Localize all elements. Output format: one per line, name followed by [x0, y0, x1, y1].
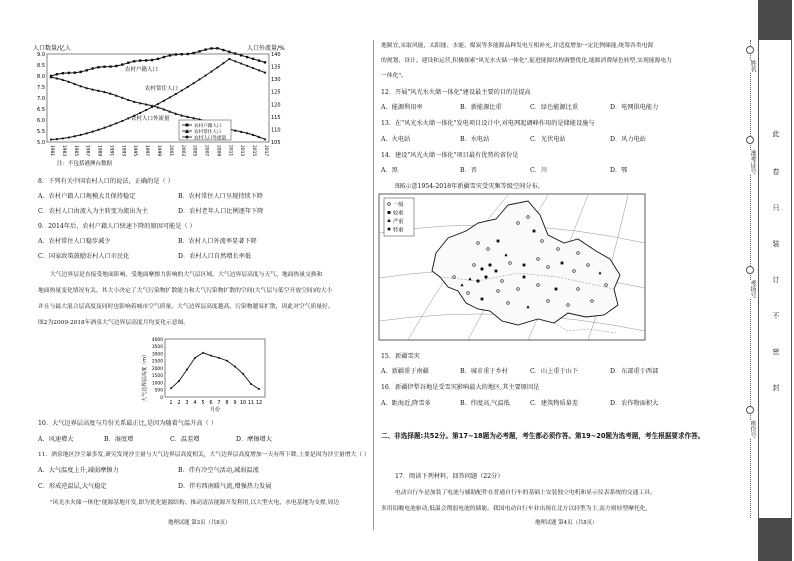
chart2-y-tick: 2000 [151, 366, 163, 372]
chart1-right-tick: 130 [271, 77, 281, 84]
chart2-x-tick: 6 [209, 400, 213, 406]
chart1-left-tick: 7.0 [37, 96, 45, 102]
huji-point [258, 59, 260, 61]
question-17: 17．阅读下列材料，回答问题（22分） [395, 473, 504, 480]
boundary-layer-point [178, 380, 180, 382]
chart1-left-tick: 5.5 [37, 129, 45, 135]
chart1-left-ticks [37, 52, 45, 146]
chart2-x-tick: 1 [169, 400, 173, 406]
candidate-field-label: 座位号 [746, 420, 756, 438]
chart1-right-tick: 110 [271, 127, 281, 134]
huji-point [234, 52, 236, 54]
chart1-x-tick: 1983 [60, 145, 66, 157]
binding-hole [746, 46, 754, 54]
q8-option-a[interactable]: A．农村户籍人口规模大且保持稳定 [38, 193, 136, 200]
chart1-x-tick: 1987 [84, 145, 90, 157]
chart1-x-tick: 2015 [251, 145, 257, 157]
huji-point [169, 54, 171, 56]
q10-option-c[interactable]: C．温差增 [170, 436, 200, 443]
boundary-layer-line [171, 353, 259, 389]
figure-6-caption: 图6示意1954-2018年新疆雪灾受灾频等级空间分布。 [395, 183, 544, 190]
chart2-x-tick: 5 [201, 400, 205, 406]
station-general [577, 252, 580, 255]
station-general [497, 290, 500, 293]
huji-point [187, 53, 189, 55]
station-heavier [561, 262, 564, 265]
waili-point [169, 96, 171, 98]
chart1-x-tick: 1995 [132, 145, 138, 157]
huji-point [145, 59, 147, 61]
chart1-x-tick: 1989 [96, 145, 102, 157]
q12-option-a[interactable]: A．能源利用率 [381, 104, 423, 111]
seal-char: 不 [772, 312, 780, 320]
station-general [467, 292, 470, 295]
waili-point [80, 134, 82, 136]
question-12: 12．开展"风光水火储一体化"建设最主要的目的是提高 [381, 89, 531, 96]
passage-top-l2: 的规划、设计、建设和运营,积极探索"风光水火储一体化",促进能源结构调整优化,能源消费绿色转型,实现能源电力 [381, 58, 672, 64]
chart1-left-tick: 7.5 [37, 85, 45, 91]
huji-point [74, 72, 76, 74]
boundary-layer-point [186, 368, 188, 370]
station-general [473, 264, 476, 267]
q11-option-a[interactable]: A．大气温度上升,减弱摩擦力 [38, 467, 119, 474]
q15-option-b[interactable]: B．城市重于乡村 [460, 368, 508, 375]
label-huji: 农村户籍人口 [125, 67, 159, 73]
chart1-right-tick: 120 [271, 102, 281, 109]
boundary-layer-chart [140, 335, 270, 415]
chart1-right-tick: 125 [271, 89, 281, 96]
q14-option-a[interactable]: A．黑 [381, 167, 398, 174]
legend-heavier: 较重 [393, 210, 404, 217]
station-general [577, 288, 580, 291]
waili-point [74, 135, 76, 137]
q12-option-b[interactable]: B．新能源比重 [460, 104, 502, 111]
column-divider [373, 40, 374, 530]
q16-option-c[interactable]: C．建筑物质量差 [530, 400, 579, 407]
station-general [517, 288, 520, 291]
chart2-y-tick: 3000 [151, 352, 163, 358]
huji-point [127, 62, 129, 64]
chart2-y-tick: 1000 [151, 381, 163, 387]
chart1-left-tick: 8.0 [37, 74, 45, 80]
section-2-heading: 二、非选择题:共52分。第17~18题为必考题，考生都必须作答。第19~20题为选考题，考生根据要求作答。 [381, 432, 705, 440]
waili-point [193, 82, 195, 84]
huji-point [228, 51, 230, 53]
station-extreme [484, 275, 487, 278]
q15-option-a[interactable]: A．新疆重于南疆 [381, 368, 429, 375]
waili-point [264, 72, 266, 74]
chart1-right-tick: 140 [271, 52, 281, 58]
station-general [547, 300, 550, 303]
station-heavier [533, 230, 536, 233]
binding-dotted-line [750, 40, 751, 518]
chart2-x-tick: 4 [193, 400, 197, 406]
q13-option-d[interactable]: D．风力电站 [610, 136, 646, 143]
waili-point [258, 69, 260, 71]
chart1-x-tick: 1999 [156, 145, 161, 157]
chart1-x-tick: 2009 [215, 145, 221, 157]
seal-char: 装 [772, 240, 780, 248]
station-general [557, 248, 560, 251]
station-extreme [480, 267, 483, 270]
station-heavier [523, 276, 526, 279]
huji-point [139, 59, 141, 61]
waili-point [163, 100, 165, 102]
chart1-x-tick: 1981 [49, 145, 54, 157]
boundary-layer-point [218, 357, 220, 359]
chart2-x-tick: 8 [225, 400, 229, 406]
waili-point [109, 125, 111, 127]
huji-point [103, 66, 105, 68]
huji-point [264, 61, 266, 63]
question-16: 16．新疆伊犁谷地是受雪灾影响最大的地区,其主要原因是 [381, 384, 540, 391]
chart1-x-tick: 1991 [108, 145, 114, 157]
waili-point [246, 65, 248, 67]
chart2-y-tick: 500 [154, 388, 163, 394]
passage-energy-base: "风光水火储一体化"能源基地开发,即为优化能源结构、推动清洁能源开发利用,以大型火电、水电基地为支撑,周边 [50, 500, 340, 506]
q9-option-c[interactable]: C．国家政策鼓励农村人口市民化 [38, 253, 130, 260]
binding-hole [746, 266, 754, 274]
waili-point [127, 117, 129, 119]
waili-point [56, 138, 58, 140]
q16-option-d[interactable]: D．农作物面积大 [610, 400, 659, 407]
legend-extreme: 特重 [393, 227, 404, 234]
legend-severe: 严重 [393, 219, 404, 225]
chart1-x-tick: 2011 [227, 145, 233, 157]
chart1-x-tick: 2013 [239, 145, 245, 157]
waili-point [181, 89, 183, 91]
passage-boundary-layer-l1: 大气边界层是直接受地面影响、受地面摩擦力影响的大气层区域。大气边界层高度与天气、地面热量交换和 [50, 272, 323, 278]
waili-point [240, 62, 242, 64]
chart2-y-tick: 0 [160, 395, 163, 401]
waili-point [199, 78, 201, 80]
waili-point [222, 62, 224, 64]
waili-point [139, 112, 141, 114]
waili-point [92, 131, 94, 133]
huji-point [115, 65, 117, 67]
station-general [527, 216, 530, 219]
station-general [605, 284, 608, 287]
waili-point [68, 136, 70, 138]
huji-point [198, 50, 200, 52]
q13-option-c[interactable]: C．光伏电站 [530, 136, 566, 143]
binding-strip-bottom [758, 518, 792, 561]
q10-option-a[interactable]: A．风速增大 [38, 436, 74, 443]
waili-point [175, 93, 177, 95]
boundary-layer-point [250, 383, 252, 385]
waili-point [121, 120, 123, 122]
q12-option-c[interactable]: C．绿色能源比重 [530, 104, 579, 111]
chart1-left-tick: 6.0 [37, 118, 45, 124]
candidate-field-label: 姓名 [746, 60, 756, 72]
chart1-note: 注：不包括港澳台数据 [57, 161, 113, 167]
q12-option-d[interactable]: D．电网供电能力 [610, 104, 659, 111]
xinjiang-snow-disaster-map [378, 193, 648, 343]
question-13: 13．在"风光水火储一体化"发电项目设计中,对电网起调峰作用的是储能设施与 [381, 120, 595, 127]
chart1-left-tick: 5.0 [37, 140, 45, 146]
station-extreme [488, 263, 491, 266]
huji-point [216, 47, 218, 49]
waili-point [228, 58, 230, 60]
question-14: 14．建设"风光火储一体化"项目最有优势的省份是 [381, 152, 519, 159]
station-heavier [481, 298, 484, 301]
binding-hole [746, 136, 754, 144]
q11-option-d[interactable]: D．伴有西南暖气流,增强热力发展 [178, 483, 272, 490]
chart2-x-tick: 10 [239, 400, 247, 406]
chart1-left-tick: 8.5 [37, 63, 45, 69]
page-footer-left: 地理试题 第3页（共8页） [168, 520, 231, 526]
huji-point [252, 58, 254, 60]
waili-point [204, 74, 206, 76]
huji-point [62, 72, 64, 74]
q11-option-b[interactable]: B．伴有冷空气活动,减弱温流 [178, 467, 259, 474]
huji-point [246, 56, 248, 58]
chart2-x-tick: 7 [217, 400, 221, 406]
q11-option-c[interactable]: C．形成逆温层,大气稳定 [38, 483, 107, 490]
q9-option-a[interactable]: A．农村常住人口稳步减少 [38, 238, 111, 245]
station-general [567, 304, 570, 307]
legend-huji: 农村户籍人口 [194, 124, 222, 129]
chart1-left-tick: 6.5 [37, 107, 45, 113]
huji-point [91, 67, 93, 69]
label-waili: 农村人口外流量 [131, 116, 170, 122]
chart1-left-tick: 9.0 [37, 52, 45, 58]
seal-char: 订 [772, 276, 780, 284]
chart1-x-tick: 1997 [144, 145, 150, 157]
q8-option-b[interactable]: B．农村常住人口呈现持续下降 [178, 193, 263, 200]
station-heavier [495, 270, 498, 273]
huji-point [109, 65, 111, 67]
chart1-x-tick: 1993 [120, 145, 126, 157]
map-legend [384, 198, 414, 236]
waili-point [234, 60, 236, 62]
candidate-field-label: 考场号 [746, 280, 756, 298]
question-10: 10．大气边界层高度与月份关系最正比,是因为随着气温升高（ ） [38, 420, 217, 427]
binding-strip-top [758, 0, 792, 40]
boundary-layer-point [234, 366, 236, 368]
q14-option-d[interactable]: D．鄂 [610, 167, 628, 174]
question-15: 15．新疆雪灾 [381, 353, 420, 360]
huji-point [68, 72, 70, 74]
chart1-x-tick: 2003 [179, 145, 185, 157]
station-general [537, 284, 540, 287]
waili-point [145, 109, 147, 111]
q8-option-c[interactable]: C．农村人口由流入为主转变为流出为主 [38, 208, 148, 215]
station-general [591, 300, 594, 303]
station-general [453, 276, 456, 279]
huji-point [163, 56, 165, 58]
label-changzhu: 农村常住人口 [145, 86, 179, 92]
waili-point [62, 137, 64, 139]
q13-option-b[interactable]: B．水电站 [460, 136, 490, 143]
chart2-x-tick: 11 [247, 400, 255, 406]
waili-point [216, 66, 218, 68]
boundary-layer-point [170, 387, 172, 389]
question-8: 8．下列有关中国农村人口的说法，正确的是（ ） [38, 178, 174, 185]
station-heavier [497, 240, 500, 243]
station-general [509, 262, 512, 265]
waili-point [187, 86, 189, 88]
q13-option-a[interactable]: A．火电站 [381, 136, 411, 143]
huji-point [204, 48, 206, 50]
huji-point [97, 66, 99, 68]
chart2-x-tick: 3 [185, 400, 189, 406]
seal-char: 密 [772, 348, 780, 356]
boundary-layer-point [226, 360, 228, 362]
passage-top-l1: 地制宜,采取风能、太阳能、水能、煤炭等多能源品种发电互相补充,并适度增加一定比例储能,统筹各类电源 [381, 43, 654, 49]
chart1-right-tick: 105 [271, 140, 281, 146]
boundary-layer-point [258, 388, 260, 390]
passage-boundary-layer-l3: 并且与最大混合层高度及同时也影响着城市空气质量。大气边界层高度越高，污染物越易扩散，因此对空气质量好。 [38, 304, 334, 310]
waili-point [97, 129, 99, 131]
q17-passage-l2: 多用铅酸电池驱动,低温会削弱电池的储能。我国电动自行车业出现在北方以轻型为主,南方则轻型摩托化, [381, 506, 648, 512]
question-11: 11．酒泉地区沙尘暴多发,研究发现沙尘量与大气边界层高度相关，大气边界层高度增加一天有所下降,上要是因为沙尘量增大（ ） [38, 452, 370, 458]
population-chart [25, 40, 295, 170]
huji-point [210, 47, 212, 49]
q9-option-b[interactable]: B．农村人口外流率显著下降 [178, 238, 257, 245]
station-general [517, 222, 520, 225]
chart1-x-tick: 2001 [167, 145, 173, 157]
boundary-layer-point [242, 373, 244, 375]
boundary-layer-point [194, 357, 196, 359]
waili-point [50, 138, 52, 140]
waili-point [157, 103, 159, 105]
q10-option-d[interactable]: D．摩擦增大 [236, 436, 272, 443]
waili-point [210, 70, 212, 72]
waili-point [103, 127, 105, 129]
boundary-layer-point [210, 355, 212, 357]
passage-top-l3: 一体化"。 [381, 73, 407, 79]
chart2-xlabel: 月份 [209, 407, 221, 413]
legend-waili: 农村人口外流量 [194, 136, 227, 141]
chart2-y-tick: 4000 [151, 337, 163, 343]
legend-general: 一般 [393, 202, 404, 208]
chart1-x-tick: 2017 [263, 145, 268, 157]
binding-hole [746, 406, 754, 414]
chart1-x-tick: 1985 [72, 145, 78, 157]
q9-option-d[interactable]: D．农村人口自然增长率低 [178, 253, 252, 260]
seal-char: 此 [772, 130, 780, 138]
station-general [487, 248, 490, 251]
huji-point [181, 53, 183, 55]
chart1-legend [179, 120, 231, 141]
passage-boundary-layer-l2: 地面热量变化情况有关，其大小决定了大气污染物扩散能力和大气污染物扩散的空间(大气层与低空开放空间)的大小 [38, 288, 333, 294]
boundary-layer-point [202, 352, 204, 354]
station-general [477, 242, 480, 245]
huji-point [157, 58, 159, 60]
seal-char: 封 [772, 384, 780, 392]
q14-option-b[interactable]: B．晋 [460, 167, 477, 174]
q16-option-a[interactable]: A．距海近,降雪多 [381, 400, 431, 407]
chart2-y-tick: 2500 [151, 359, 163, 365]
station-general [547, 266, 550, 269]
huji-point [240, 54, 242, 56]
waili-point [151, 106, 153, 108]
chart2-y-tick: 1500 [151, 374, 163, 380]
passage-boundary-layer-l4: 图2为2009-2018年酒泉大气边界层高度月均变化示意图。 [38, 320, 190, 326]
huji-point [175, 53, 177, 55]
station-general [507, 302, 510, 305]
chart1-x-tick: 2005 [191, 145, 197, 157]
chart2-ylabel: 大气边界层高度（m） [142, 352, 148, 402]
chart1-right-tick: 135 [271, 64, 281, 71]
waili-point [86, 132, 88, 134]
chart2-x-tick: 2 [177, 400, 181, 406]
chart2-y-tick: 3500 [151, 345, 163, 351]
q14-option-c[interactable]: C．川 [530, 167, 548, 174]
q15-option-d[interactable]: D．东部重于西部 [610, 368, 659, 375]
waili-point [252, 67, 254, 69]
q10-option-b[interactable]: B．湿度增 [104, 436, 134, 443]
huji-point [85, 69, 87, 71]
q8-option-d[interactable]: D．农村老年人口比例逐年下降 [178, 208, 264, 215]
huji-point [192, 52, 194, 54]
chart1-x-ticks [49, 145, 269, 156]
station-general [501, 280, 504, 283]
chart1-right-ticks [271, 52, 281, 146]
huji-point [151, 59, 153, 61]
chart1-left-axis-label: 人口数量/亿人 [33, 45, 72, 52]
seal-char: 只 [772, 204, 780, 212]
waili-point [115, 122, 117, 124]
station-general [537, 258, 540, 261]
huji-point [121, 63, 123, 65]
chart2-x-tick: 9 [233, 400, 237, 406]
candidate-field-label: 准考证号 [746, 150, 756, 174]
legend-changzhu: 农村常住人口 [194, 130, 222, 135]
station-general [541, 240, 544, 243]
station-general [573, 270, 576, 273]
huji-point [133, 60, 135, 62]
q16-option-b[interactable]: B．纬度高,气温低 [460, 400, 510, 407]
question-9: 9．2014年后，农村户籍人口快速下降的原因可能是（ ） [38, 223, 196, 230]
page-footer-right: 地理试题 第4页（共8页） [535, 520, 598, 526]
station-general [587, 264, 590, 267]
chart1-right-tick: 115 [271, 114, 281, 121]
huji-point [56, 73, 58, 75]
seal-char: 卷 [772, 168, 780, 176]
huji-point [222, 49, 224, 51]
q15-option-c[interactable]: C．山上重于山下 [530, 368, 579, 375]
q17-passage-l1: 电动自行车是加装了电池与辅助配件在普通自行车的基础上安装独立电机和显示仪表系统的交通工具， [395, 490, 656, 496]
station-extreme [476, 279, 479, 282]
huji-point [80, 71, 82, 73]
station-heavier [555, 288, 558, 291]
chart2-x-tick: 12 [255, 400, 263, 406]
chart1-right-axis-label: 人口外流量/% [247, 45, 285, 52]
station-heavier [523, 264, 526, 267]
chart1-x-tick: 2007 [203, 145, 209, 157]
